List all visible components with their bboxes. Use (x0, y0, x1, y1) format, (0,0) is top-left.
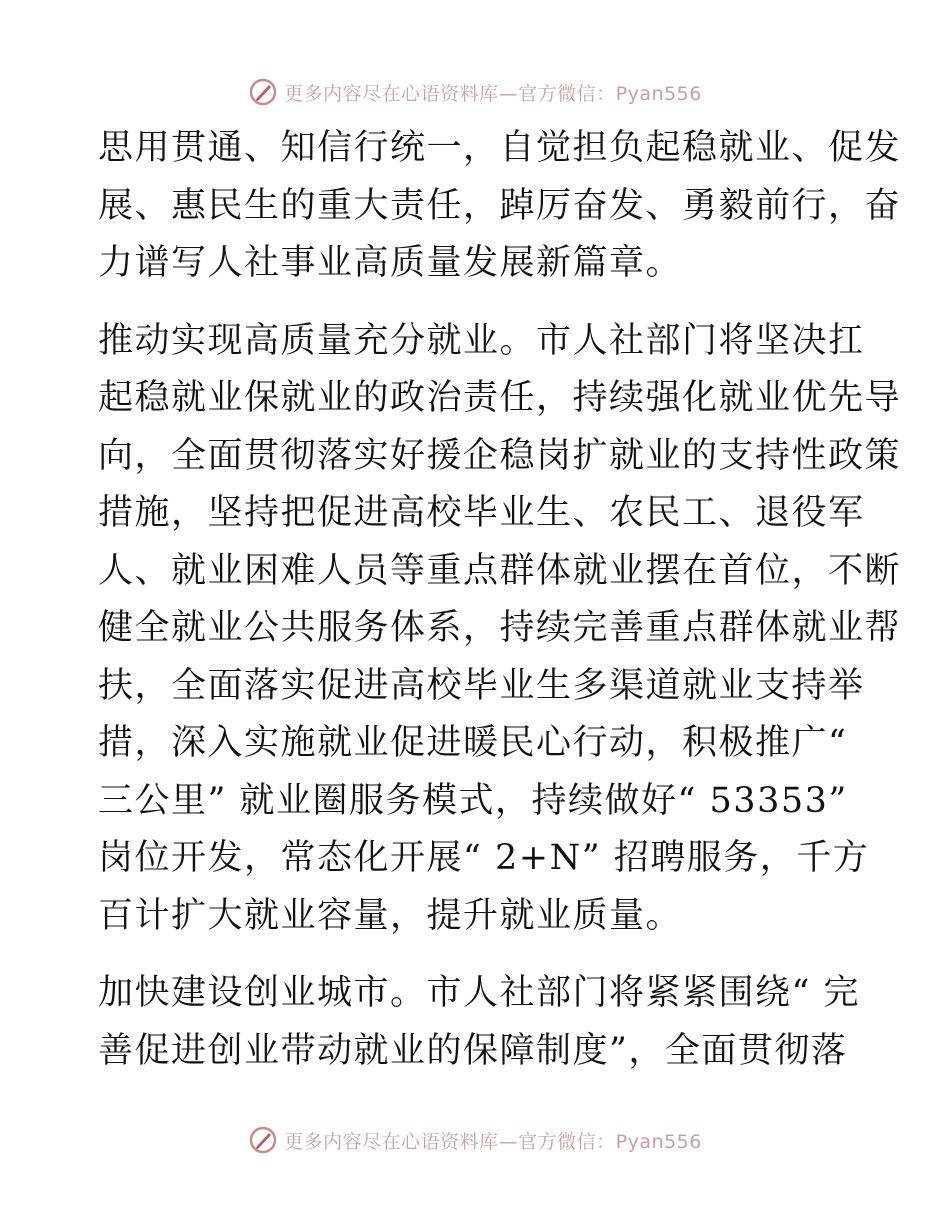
text-line: 力谱写人社事业高质量发展新篇章。 (98, 243, 683, 283)
text-line: 三公里” 就业圈服务模式，持续做好“ 53353” (98, 780, 848, 821)
watermark-text: 更多内容尽在心语资料库—官方微信：Pyan556 (284, 82, 702, 105)
text-line: 善促进创业带动就业的保障制度”，全面贯彻落 (98, 1030, 848, 1071)
text-line: 思用贯通、知信行统一，自觉担负起稳就业、促发 (98, 128, 902, 168)
pen-logo-icon (248, 1125, 278, 1155)
text-line: 向，全面贯彻落实好援企稳岗扩就业的支持性政策 (98, 435, 902, 476)
watermark-text: 更多内容尽在心语资料库—官方微信：Pyan556 (284, 1130, 702, 1153)
text-line: 展、惠民生的重大责任，踔厉奋发、勇毅前行，奋 (98, 185, 902, 226)
paragraph-2 (98, 313, 902, 946)
document-body (98, 120, 902, 1100)
text-line: 百计扩大就业容量，提升就业质量。 (98, 895, 683, 936)
header-watermark (0, 72, 950, 112)
text-line: 岗位开发，常态化开展“ 2+N” 招聘服务，千方 (98, 838, 870, 878)
text-line: 措施，坚持把促进高校毕业生、农民工、退役军 (98, 493, 865, 533)
text-line: 健全就业公共服务体系，持续完善重点群体就业帮 (98, 608, 902, 648)
text-line: 人、就业困难人员等重点群体就业摆在首位，不断 (98, 550, 902, 591)
text-line: 加快建设创业城市。市人社部门将紧紧围绕“ 完 (98, 973, 861, 1013)
text-line: 扶，全面落实促进高校毕业生多渠道就业支持举 (98, 665, 865, 706)
footer-watermark (0, 1120, 950, 1160)
pen-logo-icon (248, 77, 278, 107)
text-line: 起稳就业保就业的政治责任，持续强化就业优先导 (98, 378, 902, 418)
text-line: 推动实现高质量充分就业。市人社部门将坚决扛 (98, 320, 865, 361)
text-line: 措，深入实施就业促进暖民心行动，积极推广“ (98, 723, 848, 763)
paragraph-1 (98, 120, 902, 293)
paragraph-3 (98, 965, 861, 1080)
